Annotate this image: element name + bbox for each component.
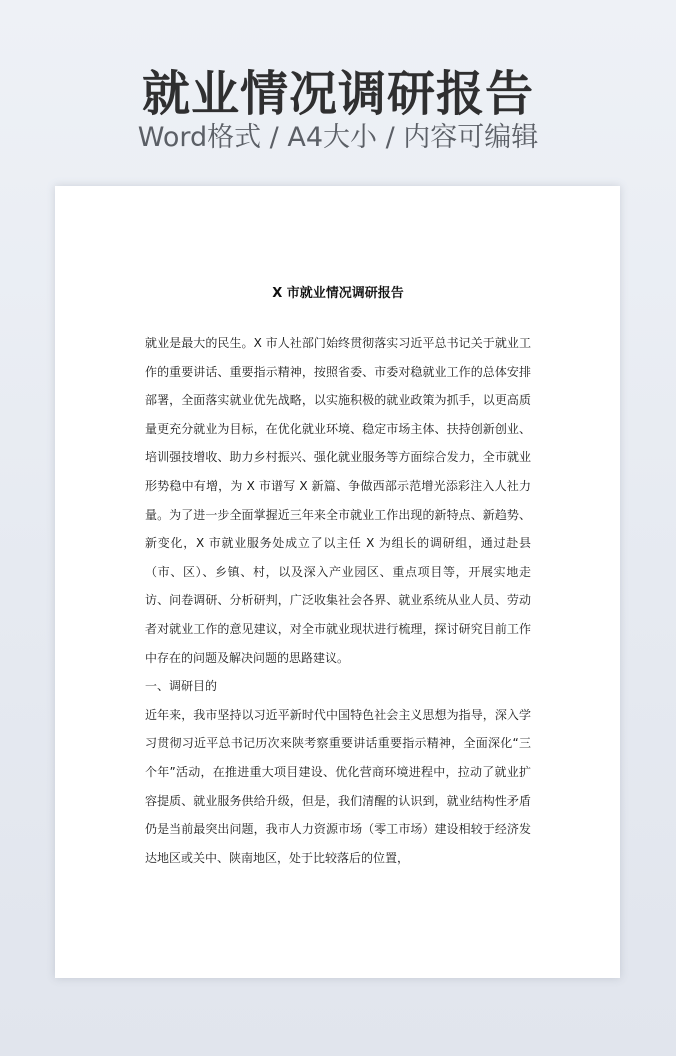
banner-title: 就业情况调研报告 bbox=[141, 66, 534, 122]
banner-subtitle: Word格式 / A4大小 / 内容可编辑 bbox=[137, 122, 539, 153]
document-paragraph-intro: 就业是最大的民生。X 市人社部门始终贯彻落实习近平总书记关于就业工作的重要讲话、重要指示精神，按照省委、市委对稳就业工作的总体安排部署，全面落实就业优先战略，以实施积极的就业政策为抓手，以更高质量更充分就业为目标，在优化就业环境、稳定市场主体、扶持创新创业、培训强技增收、助力乡村振兴、强化就业服务等方面综合发力，全市就业形势稳中有增，为 X 市谱写 X 新篇、争做西部示范增光添彩注入人社力量。为了进一步全面掌握近三年来全市就业工作出现的新特点、新趋势、新变化，X 市就业服务处成立了以主任 X 为组长的调研组，通过赴县（市、区）、乡镇、村，以及深入产业园区、重点项目等，开展实地走访、问卷调研、分析研判，广泛收集社会各界、就业系统从业人员、劳动者对就业工作的意见建议，对全市就业现状进行梳理，探讨研究目前工作中存在的问题及解决问题的思路建议。 bbox=[145, 336, 531, 665]
section-heading: 一、调研目的 bbox=[145, 679, 218, 694]
document-paragraph-purpose: 近年来，我市坚持以习近平新时代中国特色社会主义思想为指导，深入学习贯彻习近平总书记历次来陕考察重要讲话重要指示精神，全面深化“三个年”活动，在推进重大项目建设、优化营商环境进程中，拉动了就业扩容提质、就业服务供给升级，但是，我们清醒的认识到，就业结构性矛盾仍是当前最突出问题，我市人力资源市场（零工市场）建设相较于经济发达地区或关中、陕南地区，处于比较落后的位置， bbox=[145, 707, 531, 865]
document-title: X 市就业情况调研报告 bbox=[272, 286, 404, 301]
document-body bbox=[145, 329, 531, 872]
